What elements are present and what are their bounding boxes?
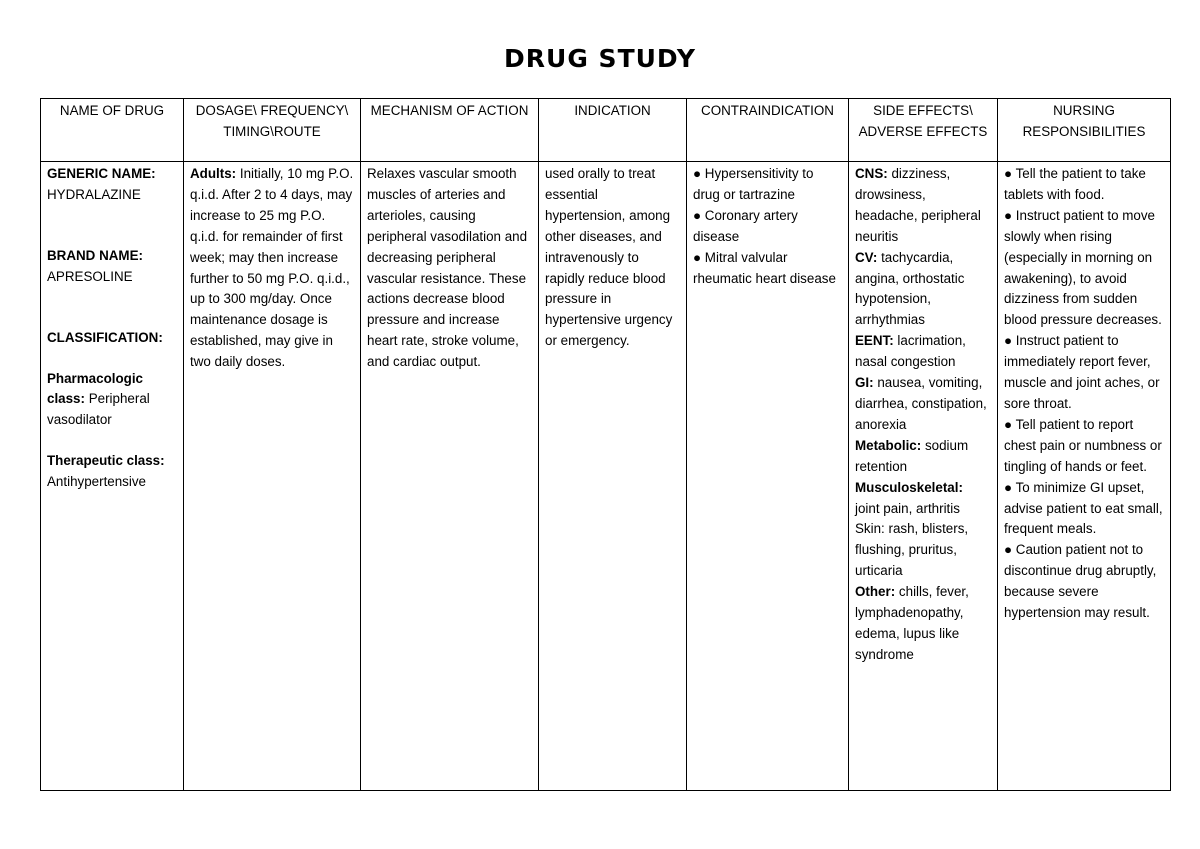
- side-effect-text: lacrimation, nasal congestion: [855, 333, 966, 370]
- header-side-effects: SIDE EFFECTS\ ADVERSE EFFECTS: [849, 99, 998, 162]
- cell-mechanism: Relaxes vascular smooth muscles of arteries and arterioles, causing peripheral vasodilation and decreasing peripheral vascular resistance. These actions decrease blood pressure and increase heart rate, stroke volume, and cardiac output.: [361, 162, 539, 791]
- brand-name-value: APRESOLINE: [47, 268, 133, 284]
- cell-name-of-drug: [41, 162, 184, 791]
- contraindication-item: ● Coronary artery disease: [693, 207, 798, 244]
- contraindication-item: ● Mitral valvular rheumatic heart disease: [693, 249, 836, 286]
- pharmacologic-class-label: Pharmacologic class:: [47, 370, 143, 407]
- cell-dosage: [184, 162, 361, 791]
- nursing-item: ● Tell the patient to take tablets with food.: [1004, 166, 1146, 202]
- side-effect-other: [855, 582, 991, 666]
- table-header-row: [41, 99, 1171, 162]
- side-effect-metabolic: [855, 436, 991, 478]
- cell-side-effects: [849, 162, 998, 791]
- side-effect-label: Other:: [855, 584, 896, 600]
- nursing-item: ● Instruct patient to move slowly when rising (especially in morning on awakening), to avoid dizziness from sudden blood pressure decreases.: [1004, 207, 1162, 328]
- side-effect-label: Musculoskeletal:: [855, 479, 963, 495]
- therapeutic-class-value: Antihypertensive: [47, 474, 146, 490]
- cell-indication: used orally to treat essential hypertension, among other diseases, and intravenously to rapidly reduce blood pressure in hypertensive urgency or emergency.: [539, 162, 687, 791]
- side-effect-label: EENT:: [855, 333, 894, 349]
- side-effect-text: chills, fever, lymphadenopathy, edema, lupus like syndrome: [855, 584, 969, 662]
- generic-name-label: GENERIC NAME:: [47, 166, 156, 181]
- side-effect-cns: [855, 164, 991, 248]
- side-effect-gi: [855, 373, 991, 436]
- table-row: [41, 162, 1171, 791]
- header-nursing: NURSING RESPONSIBILITIES: [998, 99, 1171, 162]
- side-effect-label: CV:: [855, 249, 878, 265]
- contraindication-item: ● Hypersensitivity to drug or tartrazine: [693, 166, 814, 202]
- header-indication: INDICATION: [539, 99, 687, 162]
- side-effect-label: GI:: [855, 375, 874, 391]
- side-effect-musculoskeletal: [855, 478, 991, 520]
- cell-nursing: [998, 162, 1171, 791]
- page-title: DRUG STUDY: [504, 44, 696, 73]
- side-effect-text: Skin: rash, blisters, flushing, pruritus, urticaria: [855, 521, 969, 579]
- side-effect-text: nausea, vomiting, diarrhea, constipation, anorexia: [855, 375, 987, 432]
- header-name-of-drug: NAME OF DRUG: [41, 99, 184, 162]
- side-effect-text: joint pain, arthritis: [855, 500, 960, 516]
- cell-contraindication: [687, 162, 849, 791]
- side-effect-cv: [855, 248, 991, 332]
- nursing-item: ● Caution patient not to discontinue drug abruptly, because severe hypertension may result.: [1004, 542, 1157, 621]
- header-mechanism: MECHANISM OF ACTION: [361, 99, 539, 162]
- dosage-text: Initially, 10 mg P.O. q.i.d. After 2 to 4 days, may increase to 25 mg P.O. q.i.d. for remainder of first week; may then increase further to 50 mg P.O. q.i.d., up to 300 mg/day. Once maintenance dosage is established, may give in two daily doses.: [190, 166, 354, 370]
- header-dosage: DOSAGE\ FREQUENCY\ TIMING\ROUTE: [184, 99, 361, 162]
- side-effect-text: tachycardia, angina, orthostatic hypotension, arrhythmias: [855, 249, 965, 328]
- header-contraindication: CONTRAINDICATION: [687, 99, 849, 162]
- nursing-item: ● Instruct patient to immediately report fever, muscle and joint aches, or sore throat.: [1004, 333, 1160, 411]
- pharmacologic-class: [47, 369, 177, 432]
- side-effect-label: CNS:: [855, 166, 888, 181]
- side-effect-skin: [855, 519, 991, 582]
- brand-name-label: BRAND NAME:: [47, 247, 143, 263]
- nursing-item: ● Tell patient to report chest pain or numbness or tingling of hands or feet.: [1004, 416, 1162, 474]
- dosage-label: Adults:: [190, 166, 237, 181]
- classification-label: CLASSIFICATION:: [47, 329, 163, 345]
- pharmacologic-class-value: Peripheral vasodilator: [47, 391, 150, 428]
- generic-name-value: HYDRALAZINE: [47, 186, 141, 202]
- side-effect-text: sodium retention: [855, 437, 969, 474]
- therapeutic-class-label: Therapeutic class:: [47, 453, 165, 469]
- side-effect-text: dizziness, drowsiness, headache, peripheral neuritis: [855, 166, 981, 244]
- nursing-item: ● To minimize GI upset, advise patient to eat small, frequent meals.: [1004, 479, 1163, 537]
- drug-study-table: [40, 98, 1171, 791]
- side-effect-label: Metabolic:: [855, 437, 922, 453]
- side-effect-eent: [855, 331, 991, 373]
